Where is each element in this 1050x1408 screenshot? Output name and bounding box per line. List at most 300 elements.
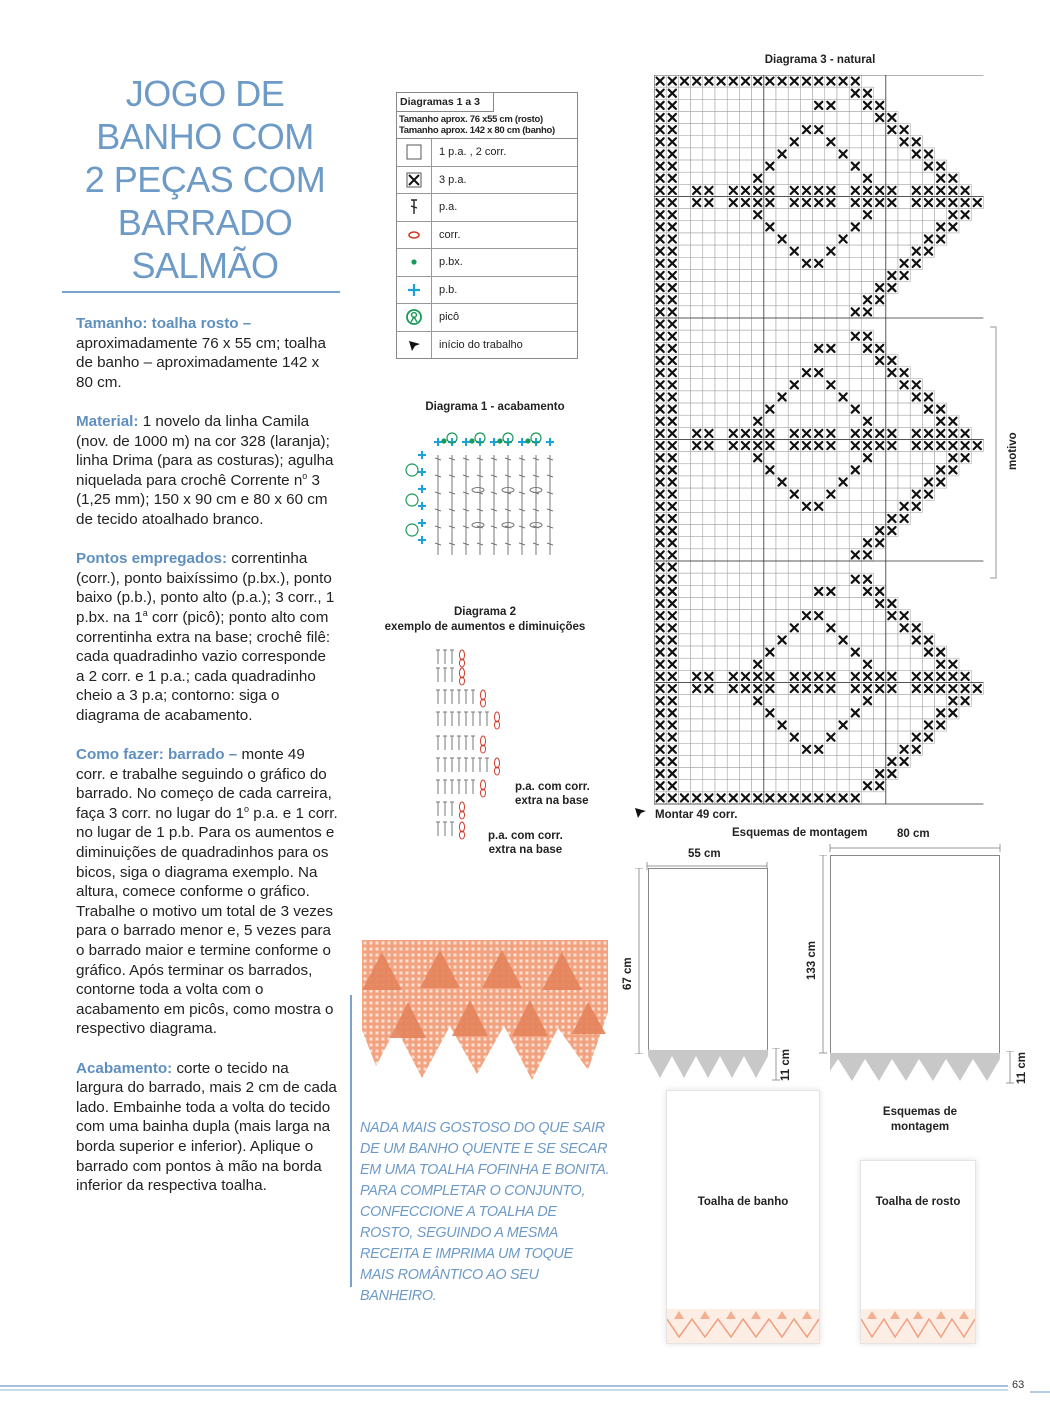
chart-cell	[715, 379, 727, 391]
chart-cell	[715, 245, 727, 257]
chart-cell	[678, 707, 690, 719]
chart-cell	[788, 233, 800, 245]
chart-cell	[703, 342, 715, 354]
chart-cell	[886, 488, 898, 500]
chart-cell	[886, 221, 898, 233]
section-acabamento	[76, 1059, 338, 1196]
chart-cell	[922, 221, 934, 233]
chart-cell	[788, 294, 800, 306]
chart-cell	[788, 160, 800, 172]
banho-width-label: 80 cm	[897, 828, 930, 840]
chart-cell	[837, 184, 849, 196]
chart-cell	[752, 488, 764, 500]
chart-cell	[703, 318, 715, 330]
section-text: 1 novelo da linha Camila (nov. de 1000 m) na cor 328 (laranja); linha Drima (para as costuras); agulha niquelada para crochê Corrente n	[76, 412, 334, 489]
chart-cell	[703, 124, 715, 136]
chart-cell	[849, 610, 861, 622]
chart-cell	[825, 755, 837, 767]
chart-cell	[800, 269, 812, 281]
chart-cell	[727, 719, 739, 731]
chart-cell	[691, 330, 703, 342]
legend-label: 3 p.a.	[439, 173, 467, 186]
chart-cell	[703, 622, 715, 634]
chart-cell	[691, 476, 703, 488]
chart-cell	[678, 755, 690, 767]
chart-cell	[678, 695, 690, 707]
chart-cell	[727, 233, 739, 245]
chart-cell	[825, 160, 837, 172]
chart-cell	[691, 780, 703, 792]
chart-cell	[715, 427, 727, 439]
chart-cell	[825, 780, 837, 792]
slip-stitch-mark	[469, 438, 474, 443]
chart-cell	[788, 148, 800, 160]
chart-cell	[886, 464, 898, 476]
chart-cell	[739, 488, 751, 500]
chart-cell	[691, 488, 703, 500]
chart-cell	[703, 646, 715, 658]
chart-cell	[678, 525, 690, 537]
picot-mark	[406, 524, 418, 536]
chart-cell	[837, 403, 849, 415]
chart-cell	[739, 403, 751, 415]
chart-cell	[715, 221, 727, 233]
chart-cell	[727, 403, 739, 415]
chart-cell	[752, 87, 764, 99]
chart-cell	[715, 561, 727, 573]
chain-icon	[406, 230, 422, 240]
chart-cell	[874, 452, 886, 464]
chart-cell	[788, 755, 800, 767]
chart-cell	[764, 780, 776, 792]
chart-cell	[715, 209, 727, 221]
chart-cell	[764, 597, 776, 609]
chart-cell	[813, 731, 825, 743]
chart-cell	[739, 585, 751, 597]
chart-cell	[764, 525, 776, 537]
chart-cell	[703, 464, 715, 476]
chart-cell	[788, 707, 800, 719]
chart-cell	[764, 537, 776, 549]
diagram2-subtitle: exemplo de aumentos e diminuições	[384, 621, 586, 633]
chart-cell	[678, 136, 690, 148]
chart-cell	[752, 573, 764, 585]
chart-cell	[874, 755, 886, 767]
chart-cell	[837, 658, 849, 670]
chart-cell	[861, 597, 873, 609]
chart-cell	[715, 269, 727, 281]
chart-cell	[874, 160, 886, 172]
legend-label: p.bx.	[439, 256, 463, 269]
chart-cell	[764, 391, 776, 403]
chart-cell	[825, 318, 837, 330]
chart-cell	[788, 354, 800, 366]
chart-cell	[776, 197, 788, 209]
chart-cell	[837, 269, 849, 281]
chart-cell	[678, 488, 690, 500]
chart-cell	[764, 87, 776, 99]
banho-border-shape	[830, 1053, 1000, 1083]
chart-cell	[813, 452, 825, 464]
chart-cell	[715, 306, 727, 318]
chart-cell	[715, 549, 727, 561]
chart-cell	[800, 731, 812, 743]
chart-cell	[800, 318, 812, 330]
chart-cell	[825, 452, 837, 464]
chart-cell	[691, 221, 703, 233]
chart-cell	[849, 148, 861, 160]
chart-cell	[849, 743, 861, 755]
chart-cell	[788, 318, 800, 330]
chart-cell	[678, 367, 690, 379]
chart-cell	[703, 391, 715, 403]
chart-cell	[861, 512, 873, 524]
chart-cell	[703, 87, 715, 99]
chart-cell	[727, 415, 739, 427]
chart-cell	[861, 755, 873, 767]
chart-cell	[691, 136, 703, 148]
chart-cell	[727, 573, 739, 585]
chart-cell	[752, 306, 764, 318]
title-line: BARRADO	[117, 202, 293, 243]
chart-cell	[849, 391, 861, 403]
chart-cell	[837, 512, 849, 524]
section-text: correntinha (corr.), ponto baixíssimo (p.bx.), ponto baixo (p.b.), ponto alto (p.a.); 3 corr., 1 p.bx. na 1	[76, 550, 335, 626]
start-arrow-icon	[633, 806, 647, 820]
chart-cell	[715, 124, 727, 136]
title-line: BANHO COM	[96, 116, 314, 157]
chart-cell	[727, 597, 739, 609]
banho-border-dimension	[1004, 1051, 1016, 1085]
chart-cell	[788, 99, 800, 111]
chart-cell	[861, 731, 873, 743]
chart-cell	[727, 500, 739, 512]
chart-cell	[874, 476, 886, 488]
chart-cell	[752, 136, 764, 148]
chart-cell	[739, 330, 751, 342]
chart-cell	[776, 403, 788, 415]
chart-cell	[752, 780, 764, 792]
chart-cell	[703, 512, 715, 524]
chart-cell	[813, 525, 825, 537]
chart-cell	[813, 209, 825, 221]
chart-cell	[861, 136, 873, 148]
chart-cell	[776, 99, 788, 111]
chart-cell	[874, 209, 886, 221]
chart-cell	[739, 622, 751, 634]
chart-cell	[813, 221, 825, 233]
chart-cell	[691, 282, 703, 294]
chart-cell	[727, 525, 739, 537]
single-crochet-mark	[418, 468, 426, 476]
chart-cell	[727, 391, 739, 403]
chart-cell	[886, 658, 898, 670]
chart-cell	[800, 160, 812, 172]
chart-cell	[776, 610, 788, 622]
chart-cell	[691, 755, 703, 767]
chart-cell	[727, 318, 739, 330]
chart-cell	[788, 695, 800, 707]
chart-cell	[678, 768, 690, 780]
chart-cell	[825, 209, 837, 221]
chart-cell	[861, 379, 873, 391]
section-heading: Como fazer: barrado –	[76, 746, 238, 764]
chart-cell	[715, 683, 727, 695]
chart-cell	[703, 695, 715, 707]
chart-cell	[739, 209, 751, 221]
chart-cell	[800, 488, 812, 500]
chart-cell	[874, 124, 886, 136]
chart-cell	[715, 768, 727, 780]
legend-row	[397, 222, 577, 250]
chart-cell	[849, 269, 861, 281]
chart-cell	[752, 585, 764, 597]
chart-cell	[849, 172, 861, 184]
diagram2-label	[488, 829, 563, 857]
legend-row	[397, 249, 577, 277]
chart-cell	[788, 525, 800, 537]
diagram2-label-line: extra na base	[488, 844, 563, 856]
chart-cell	[752, 294, 764, 306]
chart-cell	[691, 318, 703, 330]
picot-mark	[406, 494, 418, 506]
chart-cell	[703, 561, 715, 573]
chart-cell	[739, 500, 751, 512]
chart-cell	[837, 330, 849, 342]
chart-cell	[678, 597, 690, 609]
chart-cell	[837, 670, 849, 682]
section-como-fazer	[76, 745, 338, 1039]
legend-sizes	[397, 112, 577, 139]
chart-cell	[874, 658, 886, 670]
chart-cell	[825, 597, 837, 609]
chart-cell	[703, 111, 715, 123]
chart-cell	[739, 233, 751, 245]
chart-cell	[837, 646, 849, 658]
schemes-title-line: Esquemas de	[882, 1106, 958, 1118]
chart-cell	[800, 525, 812, 537]
chart-cell	[764, 634, 776, 646]
chart-cell	[715, 184, 727, 196]
chart-cell	[703, 403, 715, 415]
chart-cell	[739, 634, 751, 646]
chart-cell	[886, 391, 898, 403]
chart-cell	[849, 597, 861, 609]
chart-cell	[764, 342, 776, 354]
rosto-height-dimension	[634, 868, 644, 1054]
chart-cell	[813, 269, 825, 281]
chart-cell	[886, 172, 898, 184]
chart-cell	[739, 731, 751, 743]
chart-cell	[813, 719, 825, 731]
chart-cell	[691, 658, 703, 670]
chart-cell	[800, 573, 812, 585]
chart-cell	[739, 245, 751, 257]
chart-cell	[703, 330, 715, 342]
chart-cell	[678, 440, 690, 452]
chart-cell	[764, 99, 776, 111]
chart-cell	[776, 221, 788, 233]
chart-cell	[837, 245, 849, 257]
chart-cell	[715, 367, 727, 379]
chart-cell	[739, 512, 751, 524]
chart-cell	[910, 233, 922, 245]
chart-cell	[727, 221, 739, 233]
chart-cell	[800, 245, 812, 257]
chart-cell	[715, 670, 727, 682]
diagram2-title: Diagrama 2	[453, 606, 516, 618]
chart-cell	[800, 707, 812, 719]
chart-cell	[837, 367, 849, 379]
slip-stitch-mark	[525, 438, 530, 443]
chart-cell	[776, 755, 788, 767]
chart-cell	[898, 427, 910, 439]
chart-cell	[776, 707, 788, 719]
chart-cell	[703, 257, 715, 269]
chart-cell	[678, 549, 690, 561]
section-text: monte 49 corr. e trabalhe seguindo o gráfico do barrado. No começo de cada carreira, faça 3 corr. no lugar do 1	[76, 746, 332, 822]
chart-cell	[715, 707, 727, 719]
chart-cell	[703, 209, 715, 221]
chart-cell	[861, 354, 873, 366]
chart-cell	[813, 646, 825, 658]
chart-cell	[898, 476, 910, 488]
title-line: SALMÃO	[131, 245, 279, 286]
chart-cell	[861, 488, 873, 500]
chart-cell	[837, 768, 849, 780]
chart-cell	[703, 707, 715, 719]
chart-cell	[788, 658, 800, 670]
chart-cell	[678, 464, 690, 476]
chart-cell	[764, 282, 776, 294]
section-text: aproximadamente 76 x 55 cm; toalha de banho – aproximadamente 142 x 80 cm.	[76, 334, 326, 391]
chart-cell	[874, 245, 886, 257]
chart-cell	[776, 342, 788, 354]
chart-cell	[874, 488, 886, 500]
chart-cell	[691, 646, 703, 658]
chart-cell	[703, 99, 715, 111]
chart-cell	[910, 209, 922, 221]
chart-cell	[874, 464, 886, 476]
chart-cell	[691, 124, 703, 136]
diagram3-start-label: Montar 49 corr.	[655, 809, 738, 821]
chart-cell	[715, 282, 727, 294]
chart-cell	[776, 488, 788, 500]
chart-cell	[764, 585, 776, 597]
chart-cell	[788, 403, 800, 415]
chart-cell	[678, 731, 690, 743]
chart-cell	[825, 124, 837, 136]
chart-cell	[922, 695, 934, 707]
chart-cell	[837, 683, 849, 695]
chart-cell	[776, 768, 788, 780]
chart-cell	[691, 452, 703, 464]
chart-cell	[849, 452, 861, 464]
chart-cell	[837, 379, 849, 391]
chart-cell	[727, 512, 739, 524]
legend-row	[397, 332, 577, 359]
chart-cell	[849, 136, 861, 148]
chart-cell	[886, 695, 898, 707]
chart-cell	[764, 452, 776, 464]
chart-cell	[739, 561, 751, 573]
chart-cell	[764, 306, 776, 318]
chart-cell	[691, 634, 703, 646]
chart-cell	[788, 573, 800, 585]
chart-cell	[764, 610, 776, 622]
chart-cell	[788, 330, 800, 342]
chart-cell	[861, 124, 873, 136]
chart-cell	[825, 148, 837, 160]
chart-cell	[800, 282, 812, 294]
chart-cell	[678, 111, 690, 123]
page-title	[60, 72, 350, 287]
chart-cell	[715, 440, 727, 452]
chart-cell	[813, 136, 825, 148]
chart-cell	[788, 452, 800, 464]
chart-cell	[715, 610, 727, 622]
chart-cell	[874, 367, 886, 379]
motif-bracket	[990, 325, 1004, 580]
chart-cell	[910, 403, 922, 415]
chart-cell	[837, 318, 849, 330]
chart-cell	[898, 391, 910, 403]
chart-cell	[837, 464, 849, 476]
chart-cell	[752, 561, 764, 573]
chart-cell	[837, 561, 849, 573]
chart-cell	[776, 464, 788, 476]
chart-cell	[727, 695, 739, 707]
chart-cell	[886, 500, 898, 512]
chart-cell	[886, 209, 898, 221]
chart-cell	[703, 136, 715, 148]
chart-cell	[678, 573, 690, 585]
stitch-legend	[396, 92, 578, 359]
chart-cell	[886, 403, 898, 415]
chart-cell	[752, 354, 764, 366]
chart-cell	[727, 731, 739, 743]
chart-cell	[910, 476, 922, 488]
chart-cell	[910, 464, 922, 476]
chart-cell	[886, 148, 898, 160]
chart-cell	[825, 391, 837, 403]
chart-cell	[678, 476, 690, 488]
chart-cell	[739, 525, 751, 537]
chart-cell	[678, 585, 690, 597]
slip-stitch-mark	[441, 438, 446, 443]
chart-cell	[703, 585, 715, 597]
chart-cell	[849, 209, 861, 221]
chart-cell	[849, 585, 861, 597]
chart-cell	[898, 233, 910, 245]
schemes-title: Esquemas de montagem	[732, 827, 868, 839]
chart-cell	[800, 719, 812, 731]
chart-cell	[825, 561, 837, 573]
chart-cell	[800, 136, 812, 148]
chart-cell	[788, 561, 800, 573]
chart-cell	[691, 342, 703, 354]
chart-cell	[678, 269, 690, 281]
chart-cell	[776, 318, 788, 330]
chart-cell	[837, 731, 849, 743]
footer-rule	[0, 1380, 1050, 1400]
chart-cell	[703, 354, 715, 366]
chart-cell	[788, 500, 800, 512]
chart-cell	[727, 367, 739, 379]
chart-cell	[715, 342, 727, 354]
chart-cell	[739, 610, 751, 622]
section-text: 3 (1,25 mm); 150 x 90 cm e 80 x 60 cm de tecido atoalhado branco.	[76, 471, 328, 528]
